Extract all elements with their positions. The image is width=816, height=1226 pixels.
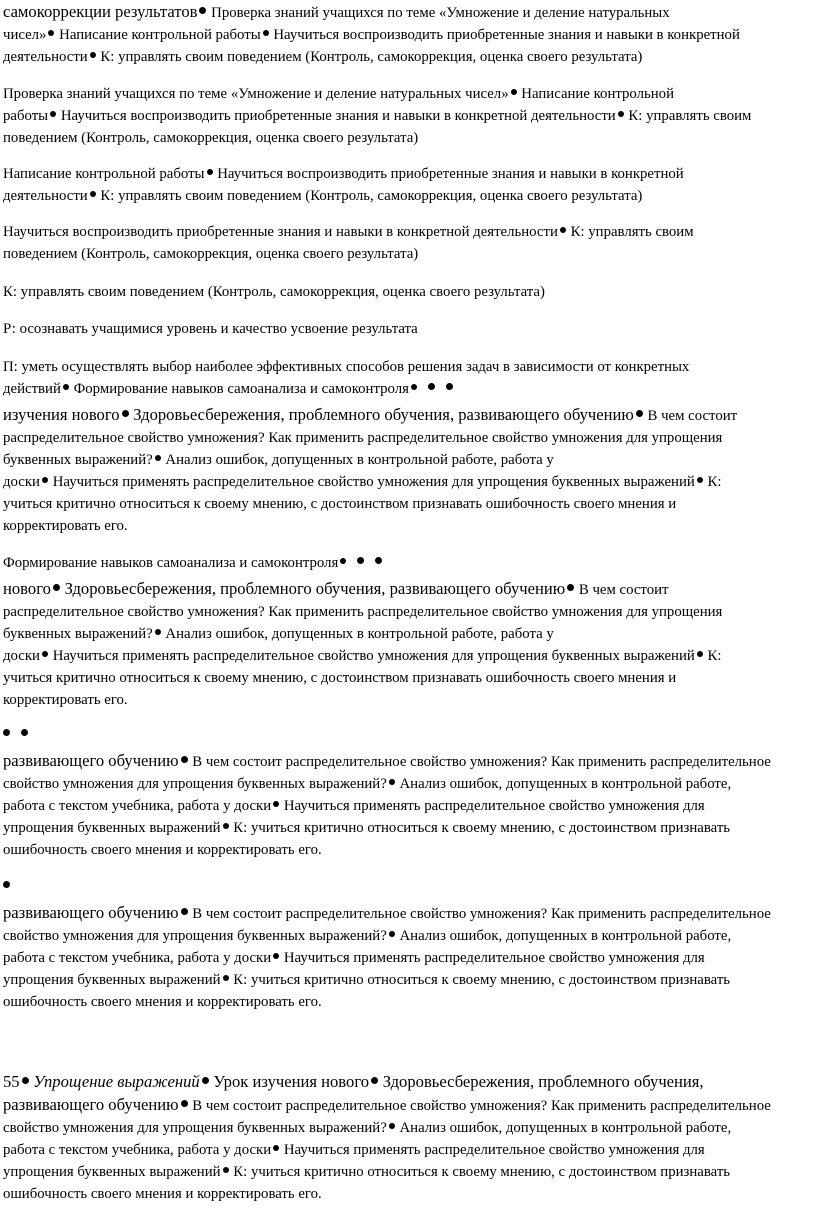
text: В чем состоит <box>647 408 738 424</box>
text: упрощения буквенных выражений <box>3 972 221 988</box>
text: Научиться воспроизводить приобретенные знания и навыки в конкретной деятельности <box>60 108 616 124</box>
bullet-icon <box>223 975 229 981</box>
line <box>3 969 814 991</box>
text: изучения нового <box>3 405 120 424</box>
text: учиться критично относиться к своему мнению, с достоинством признавать ошибочность своего мнения и <box>3 496 677 512</box>
paragraph-4 <box>3 221 814 265</box>
text: К: управлять своим <box>570 224 694 240</box>
text: В чем состоит распределительное свойство умножения? Как применить распределительное <box>192 754 771 770</box>
text: свойство умножения для упрощения буквенных выражений? <box>3 1120 387 1136</box>
line <box>3 105 814 127</box>
line <box>3 1161 814 1183</box>
text: Написание контрольной <box>521 86 674 102</box>
bullet-icon <box>90 52 96 58</box>
text: Научиться применять распределительное свойство умножения для упрощения буквенных выражений <box>52 474 695 490</box>
paragraph-2 <box>3 83 814 149</box>
line <box>3 24 814 46</box>
text: В чем состоит распределительное свойство умножения? Как применить распределительное <box>192 1098 771 1114</box>
bullet-icon <box>181 756 188 763</box>
text: ошибочность своего мнения и корректировать его. <box>3 842 322 858</box>
text: Здоровьесбережения, проблемного обучения, развивающего обучению <box>133 405 634 424</box>
bullet-icon <box>567 584 574 591</box>
bullet-icon <box>223 823 229 829</box>
lesson-type: Урок изучения нового <box>213 1072 370 1091</box>
line <box>3 925 814 947</box>
bullet-icon <box>371 1077 378 1084</box>
bullet-icon <box>42 651 48 657</box>
line <box>3 1139 814 1161</box>
line <box>3 127 814 149</box>
paragraph-14 <box>3 902 814 1013</box>
text: Написание контрольной работы <box>59 27 261 43</box>
line <box>3 623 814 645</box>
line <box>3 817 814 839</box>
paragraph-5 <box>3 281 814 303</box>
text: распределительное свойство умножения? Как применить распределительное свойство умножения для упрощения <box>3 604 723 620</box>
lesson-title: Упрощение выражений <box>33 1072 200 1091</box>
text: упрощения буквенных выражений <box>3 1164 221 1180</box>
bullet-icon <box>560 227 566 233</box>
bullet-icon <box>389 1123 395 1129</box>
line <box>3 1 814 24</box>
bullet-icon <box>446 383 453 390</box>
lesson-55-block <box>3 1071 814 1205</box>
text: работа с текстом учебника, работа у доски <box>3 1142 272 1158</box>
text: работа с текстом учебника, работа у доски <box>3 950 272 966</box>
text: буквенных выражений? <box>3 626 153 642</box>
text: Научиться применять распределительное свойство умножения для упрощения буквенных выражений <box>52 648 695 664</box>
bullet-icon <box>207 169 213 175</box>
line <box>3 578 814 601</box>
bullet-icon <box>340 558 346 564</box>
line <box>3 795 814 817</box>
bullet-icon <box>199 7 206 14</box>
text: доски <box>3 474 40 490</box>
paragraph-10 <box>3 578 814 711</box>
paragraph-11 <box>3 724 814 746</box>
paragraph-12 <box>3 750 814 861</box>
bullet-icon <box>697 477 703 483</box>
bullet-icon <box>411 384 417 390</box>
text: корректировать его. <box>3 518 128 534</box>
lesson-number: 55 <box>3 1072 20 1091</box>
bullet-icon <box>181 1100 188 1107</box>
bullet-icon <box>48 30 54 36</box>
bullet-icon <box>357 557 364 564</box>
text: Проверка знаний учащихся по теме «Умножение и деление натуральных чисел» <box>3 86 509 102</box>
text: Анализ ошибок, допущенных в контрольной работе, <box>399 776 732 792</box>
bullet-icon <box>155 455 161 461</box>
text: В чем состоит <box>578 582 669 598</box>
text: К: управлять своим поведением (Контроль, самокоррекция, оценка своего результата) <box>100 49 643 65</box>
text: Р: осознавать учащимися уровень и качество усвоение результата <box>3 321 418 337</box>
paragraph-3 <box>3 163 814 207</box>
text: Анализ ошибок, допущенных в контрольной работе, <box>399 1120 732 1136</box>
bullet-icon <box>263 30 269 36</box>
line <box>3 552 814 574</box>
bullet-icon <box>375 557 382 564</box>
line <box>3 378 814 400</box>
line <box>3 243 814 265</box>
bullet-icon <box>618 111 624 117</box>
text: К: управлять своим <box>628 108 752 124</box>
line <box>3 1117 814 1139</box>
text: Здоровьесбережения, проблемного обучения, развивающего обучению <box>64 579 566 598</box>
line <box>3 471 814 493</box>
bullet-icon <box>273 1145 279 1151</box>
bullet-icon <box>63 384 69 390</box>
text: действий <box>3 381 61 397</box>
line <box>3 83 814 105</box>
text: Научиться применять распределительное свойство умножения для <box>283 950 705 966</box>
line <box>3 1071 814 1094</box>
line <box>3 876 814 898</box>
text: самокоррекции результатов <box>3 2 198 21</box>
line <box>3 221 814 243</box>
paragraph-9 <box>3 552 814 574</box>
text: В чем состоит распределительное свойство умножения? Как применить распределительное <box>192 906 771 922</box>
text: Научиться воспроизводить приобретенные знания и навыки в конкретной деятельности <box>3 224 558 240</box>
text: работа с текстом учебника, работа у доски <box>3 798 272 814</box>
paragraph-1 <box>3 1 814 68</box>
bullet-icon <box>181 908 188 915</box>
text: К: учиться критично относиться к своему мнению, с достоинством признавать <box>233 972 731 988</box>
text: деятельности <box>3 49 88 65</box>
bullet-icon <box>202 1077 209 1084</box>
text: Здоровьесбережения, проблемного обучения, <box>382 1072 704 1091</box>
line <box>3 724 814 746</box>
text: К: управлять своим поведением (Контроль, самокоррекция, оценка своего результата) <box>3 284 545 300</box>
paragraph-6 <box>3 318 814 340</box>
line <box>3 645 814 667</box>
line <box>3 750 814 773</box>
text: корректировать его. <box>3 692 128 708</box>
text: деятельности <box>3 188 88 204</box>
text: распределительное свойство умножения? Как применить распределительное свойство умножения для упрощения <box>3 430 723 446</box>
text: чисел» <box>3 27 47 43</box>
text: Научиться применять распределительное свойство умножения для <box>283 798 705 814</box>
bullet-icon <box>3 729 10 736</box>
bullet-icon <box>155 629 161 635</box>
text: К: учиться критично относиться к своему мнению, с достоинством признавать <box>233 820 731 836</box>
bullet-icon <box>53 584 60 591</box>
bullet-icon <box>273 801 279 807</box>
line <box>3 1094 814 1117</box>
bullet-icon <box>22 1077 29 1084</box>
text: учиться критично относиться к своему мнению, с достоинством признавать ошибочность своего мнения и <box>3 670 677 686</box>
line <box>3 449 814 471</box>
paragraph-13 <box>3 876 814 898</box>
text: ошибочность своего мнения и корректировать его. <box>3 994 322 1010</box>
bullet-icon <box>697 651 703 657</box>
line <box>3 46 814 68</box>
text: поведением (Контроль, самокоррекция, оценка своего результата) <box>3 246 419 262</box>
text: Научиться воспроизводить приобретенные знания и навыки в конкретной <box>217 166 684 182</box>
text: Научиться воспроизводить приобретенные знания и навыки в конкретной <box>273 27 740 43</box>
paragraph-8 <box>3 404 814 537</box>
text: Научиться применять распределительное свойство умножения для <box>283 1142 705 1158</box>
bullet-icon <box>21 729 28 736</box>
text: свойство умножения для упрощения буквенных выражений? <box>3 928 387 944</box>
text: П: уметь осуществлять выбор наиболее эффективных способов решения задач в зависимости от конкретных <box>3 359 690 375</box>
text: упрощения буквенных выражений <box>3 820 221 836</box>
bullet-icon <box>122 410 129 417</box>
text: нового <box>3 579 51 598</box>
bullet-icon <box>3 881 10 888</box>
line <box>3 185 814 207</box>
line <box>3 902 814 925</box>
text: Анализ ошибок, допущенных в контрольной работе, <box>399 928 732 944</box>
text: доски <box>3 648 40 664</box>
text: К: <box>707 648 722 664</box>
bullet-icon <box>50 111 56 117</box>
text: К: учиться критично относиться к своему мнению, с достоинством признавать <box>233 1164 731 1180</box>
line <box>3 163 814 185</box>
line <box>3 404 814 427</box>
line <box>3 773 814 795</box>
text: поведением (Контроль, самокоррекция, оценка своего результата) <box>3 130 419 146</box>
text: развивающего обучению <box>3 903 179 922</box>
bullet-icon <box>273 953 279 959</box>
text: Формирование навыков самоанализа и самоконтроля <box>73 381 409 397</box>
text: Анализ ошибок, допущенных в контрольной работе, работа у <box>165 626 554 642</box>
line <box>3 947 814 969</box>
bullet-icon <box>428 383 435 390</box>
text: Формирование навыков самоанализа и самоконтроля <box>3 555 339 571</box>
text: К: управлять своим поведением (Контроль, самокоррекция, оценка своего результата) <box>100 188 643 204</box>
text: Написание контрольной работы <box>3 166 205 182</box>
text: ошибочность своего мнения и корректировать его. <box>3 1186 322 1202</box>
text: свойство умножения для упрощения буквенных выражений? <box>3 776 387 792</box>
bullet-icon <box>42 477 48 483</box>
text: работы <box>3 108 49 124</box>
bullet-icon <box>223 1167 229 1173</box>
bullet-icon <box>389 779 395 785</box>
bullet-icon <box>511 89 517 95</box>
bullet-icon <box>90 191 96 197</box>
paragraph-7 <box>3 356 814 400</box>
text: К: <box>707 474 722 490</box>
text: Анализ ошибок, допущенных в контрольной работе, работа у <box>165 452 554 468</box>
text: развивающего обучению <box>3 1095 179 1114</box>
text: развивающего обучению <box>3 751 179 770</box>
text: Проверка знаний учащихся по теме «Умножение и деление натуральных <box>211 5 670 21</box>
text: буквенных выражений? <box>3 452 153 468</box>
bullet-icon <box>636 410 643 417</box>
bullet-icon <box>389 931 395 937</box>
